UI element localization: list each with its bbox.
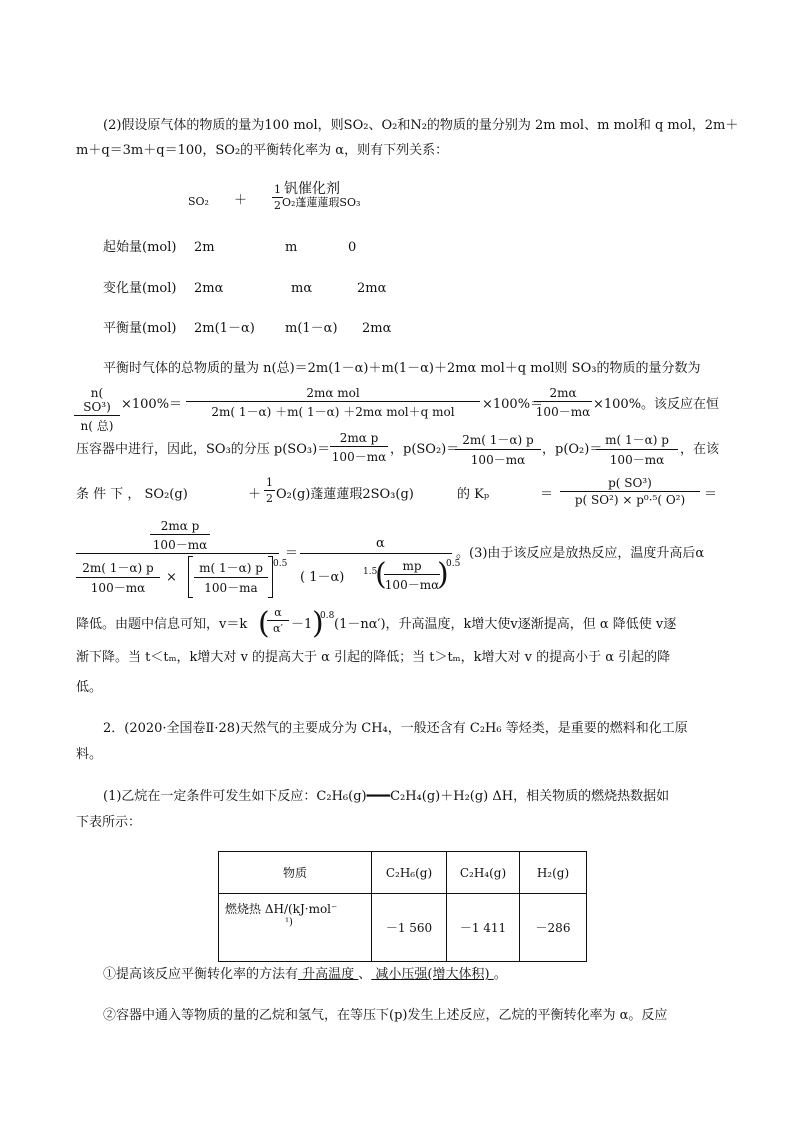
start-v2: m	[285, 240, 298, 255]
table-row	[219, 894, 587, 962]
kp-label: 的 Kₚ	[457, 487, 490, 502]
times-100-2: ×100%＝	[482, 397, 544, 412]
result-fraction-bar	[300, 553, 452, 554]
fraction-p-o2: $\frac{m( 1-\alpha) p}{100-m\alpha}$	[596, 431, 678, 468]
table-cell: －1 560	[372, 894, 447, 962]
fraction-p-so3: $\frac{\text{2mα p}}{100-m\alpha}$	[331, 431, 387, 464]
eq-v3: 2mα	[362, 321, 392, 336]
fraction-n-so3: n( SO³) n( 总)	[74, 386, 120, 434]
rate-text-1c: (1－nα′)，升高温度，k增大使v逐渐提高，但 α 降低使 v逐	[334, 617, 677, 632]
reaction-o2-product: O₂蓬蓮蓮瑕SO₃	[282, 196, 361, 209]
total-moles-line: 平衡时气体的总物质的量为 n(总)＝2m(1－α)＋m(1－α)＋2mα mol＋q mol则 SO₃的物质的量分数为	[103, 361, 701, 376]
rate-minus-one: －1	[291, 617, 313, 632]
eq-v2: m(1－α)	[285, 321, 338, 336]
table-header-cell: 物质	[219, 852, 372, 894]
big-den-exponent: 0.5	[273, 559, 288, 569]
big-equals: ＝	[285, 546, 299, 561]
result-den-a: ( 1－α)	[300, 570, 345, 585]
result-inner-fraction: $\frac{mp}{100-m\alpha}$	[384, 559, 440, 592]
item-1-prefix: ①提高该反应平衡转化率的方法有	[103, 967, 299, 982]
change-v2: mα	[291, 281, 313, 296]
kp-plus: ＋	[248, 487, 262, 502]
row-label-line-2: ¹)	[285, 917, 293, 928]
table-header-row	[219, 852, 587, 894]
times-100-1: ×100%＝	[121, 397, 183, 412]
question-2-line-1: 2．(2020·全国卷Ⅱ·28)天然气的主要成分为 CH₄，一般还含有 C₂H₆ 等烃类，是重要的燃料和化工原	[103, 721, 688, 736]
change-v1: 2mα	[194, 281, 224, 296]
in-this-text: ，在该	[680, 442, 720, 457]
big-den-part-1: $\frac{2m( 1-\alpha) p}{100-m\alpha}$	[76, 559, 160, 596]
row-label-line-1: 燃烧热 ΔH/(kJ·mol⁻	[225, 902, 338, 916]
subquestion-1-line-1: (1)乙烷在一定条件可发生如下反应：C₂H₆(g)━━━C₂H₄(g)＋H₂(g) ΔH，相关物质的燃烧热数据如	[103, 789, 670, 804]
kp-equals: ＝	[540, 487, 554, 502]
answer-reduce-pressure: 减小压强(增大体积)	[371, 967, 494, 982]
half-fraction: $\frac{1}{2}$	[274, 183, 281, 212]
result-right-paren: )	[437, 557, 449, 592]
kp-fraction: $\frac{\text{p( SO³)}}{\text{p( SO²) × p⁰·⁵( O²)}}$	[560, 476, 700, 507]
fraction-p-so2: $\frac{2m( 1-\alpha) p}{100-m\alpha}$	[455, 431, 541, 468]
partial-pressure-text: 压容器中进行，因此，SO₃的分压 p(SO₃)＝	[76, 442, 331, 457]
big-fraction-numerator: $\frac{\text{2mα p}}{100-m\alpha}$	[150, 519, 210, 553]
fraction-so3-mole: 2mα mol 2m( 1－α) ＋m( 1－α) ＋2mα mol＋q mol	[186, 386, 480, 420]
reactant-so2: SO₂	[188, 195, 209, 208]
rate-text-3: 低。	[76, 680, 103, 695]
big-den-times: ×	[166, 570, 177, 585]
table-header-cell: C₂H₆(g)	[372, 852, 447, 894]
change-v3: 2mα	[357, 281, 387, 296]
table-row-label	[219, 894, 372, 962]
big-den-part-2: $\frac{m( 1-\alpha) p}{100-ma}$	[194, 559, 268, 596]
rate-right-paren: )	[312, 606, 324, 641]
rate-exponent: 0.8	[320, 611, 335, 621]
eq-v1: 2m(1－α)	[194, 321, 255, 336]
start-v3: 0	[348, 240, 357, 255]
item-1-separator: 、	[358, 967, 372, 982]
start-v1: 2m	[194, 240, 215, 255]
result-den-exp: 1.5	[363, 567, 378, 577]
question-2-line-2: 料。	[76, 747, 103, 762]
kp-half-fraction: $\frac{1}{2}$	[266, 476, 273, 505]
p-o2-label: ，p(O₂)＝	[542, 442, 603, 457]
change-label: 变化量(mol)	[103, 281, 177, 296]
item-1	[103, 967, 507, 983]
big-den-left-bracket	[188, 556, 193, 598]
table-cell: －286	[520, 894, 587, 962]
item-1-end: 。	[493, 967, 507, 982]
item-2: ②容器中通入等物质的量的乙烷和氢气，在等压下(p)发生上述反应，乙烷的平衡转化率为 α。反应	[103, 1008, 668, 1023]
rate-left-paren: (	[258, 606, 270, 641]
result-exp-2: 0.5	[446, 559, 461, 569]
answer-raise-temperature: 升高温度	[298, 967, 359, 982]
subquestion-1-line-2: 下表所示：	[76, 815, 142, 830]
big-fraction-bar	[76, 553, 279, 554]
combustion-heat-table	[218, 851, 587, 962]
rate-alpha-fraction: $\frac{\alpha}{\alpha'}$	[267, 606, 289, 635]
catalyst-label: 钒催化剂	[284, 181, 340, 197]
table-header-cell: C₂H₄(g)	[447, 852, 520, 894]
fraction-2ma: $\frac{2m\alpha}{100-m\alpha}$	[535, 386, 591, 419]
para-2-line-1: (2)假设原气体的物质的量为100 mol，则SO₂、O₂和N₂的物质的量分别为 2m mol、m mol和 q mol，2m＋	[103, 118, 739, 133]
table-header-cell: H₂(g)	[520, 852, 587, 894]
kp-equals-2: ＝	[704, 487, 718, 502]
table-cell: －1 411	[447, 894, 520, 962]
result-left-paren: (	[375, 557, 387, 592]
rate-text-2: 渐下降。当 t＜tₘ，k增大对 v 的提高大于 α 引起的降低；当 t＞tₘ，k增大对 v 的提高小于 α 引起的降	[76, 650, 671, 665]
constant-pressure-text: ×100%。该反应在恒	[593, 397, 720, 412]
plus-sign: ＋	[234, 193, 248, 208]
eq-label: 平衡量(mol)	[103, 321, 177, 336]
exothermic-text: 。(3)由于该反应是放热反应，温度升高后α	[456, 546, 705, 561]
para-2-line-2: m＋q＝3m＋q＝100，SO₂的平衡转化率为 α，则有下列关系：	[76, 143, 449, 158]
kp-condition: 条 件 下 ， SO₂(g)	[76, 487, 188, 502]
result-numerator: α	[376, 536, 385, 551]
start-label: 起始量(mol)	[103, 240, 177, 255]
p-so2-label: ，p(SO₂)＝	[390, 442, 460, 457]
rate-text-1a: 降低。由题中信息可知，v＝k	[76, 617, 248, 632]
kp-reaction: O₂(g)蓬蓮蓮瑕2SO₃(g)	[276, 487, 414, 502]
